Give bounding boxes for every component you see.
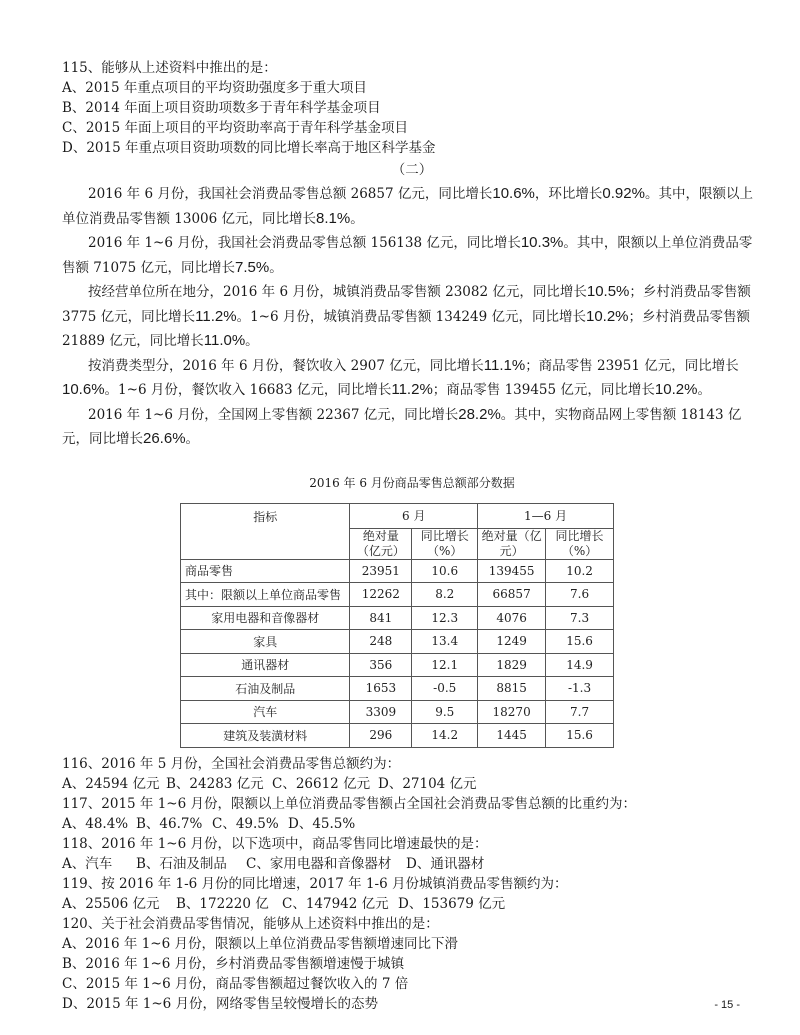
option-c: C、2015 年面上项目的平均资助率高于青年科学基金项目: [62, 120, 408, 136]
text: 。其中，限额以上单位消费品零售额 71075 亿元，同比增长: [62, 235, 753, 276]
cell: 7.7: [546, 700, 614, 724]
percent-value: 0.92%: [602, 185, 645, 202]
text: 。: [350, 210, 364, 227]
row-name: 汽车: [181, 700, 350, 724]
table-caption: 2016 年 6 月份商品零售总额部分数据: [309, 475, 515, 490]
text: 。1~6 月份，城镇消费品零售额 134249 亿元，同比增长: [236, 308, 586, 325]
question-stem: 116、2016 年 5 月份，全国社会消费品零售总额约为：: [62, 755, 401, 772]
cell: 1249: [478, 630, 546, 654]
text: 2016 年 6 月份，我国社会消费品零售总额 26857 亿元，同比增长: [88, 186, 493, 202]
option-d: D、2015 年重点项目资助项数的同比增长率高于地区科学基金: [62, 140, 436, 156]
question-120: [62, 914, 762, 1014]
option-c: C、147942 亿元: [282, 895, 389, 912]
option-c: C、2015 年 1~6 月份，商品零售额超过餐饮收入的 7 倍: [62, 975, 409, 992]
options-row: [62, 814, 762, 834]
cell: 12262: [350, 583, 412, 607]
option-a: A、汽车: [62, 855, 113, 872]
cell: 248: [350, 630, 412, 654]
row-name: 其中：限额以上单位商品零售: [181, 583, 350, 607]
cell: 1445: [478, 724, 546, 748]
option-b: B、2016 年 1~6 月份，乡村消费品零售额增速慢于城镇: [62, 955, 405, 972]
text: ；乡村消费品零售额 3775 亿元，同比增长: [62, 284, 751, 325]
question-118: [62, 834, 762, 874]
table-row: [181, 677, 614, 701]
cell: 12.3: [412, 606, 478, 630]
option-d: D、通讯器材: [406, 855, 485, 872]
percent-value: 11.2%: [391, 381, 433, 398]
percent-value: 8.1%: [316, 209, 351, 227]
question-115: [62, 58, 762, 158]
cell: 66857: [478, 583, 546, 607]
option-c: C、26612 亿元: [272, 775, 371, 792]
option-d: D、153679 亿元: [398, 895, 506, 912]
option-b: B、172220 亿: [176, 895, 269, 912]
table-row: [181, 724, 614, 748]
table-header-row: [181, 503, 614, 528]
cell: 3309: [350, 700, 412, 724]
paragraph-3: [62, 280, 762, 354]
cell: 18270: [478, 700, 546, 724]
text: ；商品零售 23951 亿元，同比增长: [525, 357, 739, 374]
option-a: A、48.4%: [62, 815, 129, 832]
text: 按经营单位所在地分，2016 年 6 月份，城镇消费品零售额 23082 亿元，同比增长: [88, 284, 587, 300]
paragraph-5: [62, 403, 762, 452]
percent-value: 10.6%: [492, 185, 535, 202]
text: ；商品零售 139455 亿元，同比增长: [432, 382, 655, 398]
row-name: 通讯器材: [181, 653, 350, 677]
percent-value: 7.5%: [235, 258, 270, 276]
cell: -1.3: [546, 677, 614, 701]
cell: 10.2: [546, 559, 614, 583]
cell: 14.2: [412, 724, 478, 748]
cell: 14.9: [546, 653, 614, 677]
percent-value: 10.2%: [585, 307, 629, 325]
text: 按消费类型分，2016 年 6 月份，餐饮收入 2907 亿元，同比增长: [88, 357, 484, 374]
option-b: B、24283 亿元: [166, 775, 264, 792]
table-row: [181, 583, 614, 607]
paragraph-4: [62, 354, 762, 403]
header-june: 6 月: [350, 503, 478, 528]
percent-value: 10.2%: [654, 381, 698, 398]
options-row: [62, 894, 762, 914]
table-row: [181, 559, 614, 583]
table-row: [181, 653, 614, 677]
cell: 841: [350, 606, 412, 630]
option-a: A、2015 年重点项目的平均资助强度多于重大项目: [62, 80, 367, 96]
cell: 7.6: [546, 583, 614, 607]
section-heading: （二）: [391, 162, 433, 178]
question-stem: 118、2016 年 1~6 月份，以下选项中，商品零售同比增速最快的是：: [62, 835, 488, 852]
option-d: D、45.5%: [288, 815, 356, 832]
row-name: 商品零售: [181, 559, 350, 583]
option-b: B、石油及制品: [136, 855, 227, 872]
option-a: A、2016 年 1~6 月份，限额以上单位消费品零售额增速同比下滑: [62, 935, 458, 952]
option-b: B、2014 年面上项目资助项数多于青年科学基金项目: [62, 100, 381, 116]
text: ；乡村消费品零售额 21889 亿元，同比增长: [62, 308, 751, 349]
question-119: [62, 874, 762, 914]
option-b: B、46.7%: [136, 815, 203, 832]
question-stem: 117、2015 年 1~6 月份，限额以上单位消费品零售额占全国社会消费品零售总额的比重约为：: [62, 795, 636, 812]
option-d: D、2015 年 1~6 月份，网络零售呈较慢增长的态势: [62, 995, 379, 1012]
text: 。其中，限额以上单位消费品零售额 13006 亿元，同比增长: [62, 186, 753, 227]
cell: 139455: [478, 559, 546, 583]
cell: 15.6: [546, 724, 614, 748]
cell: 1829: [478, 653, 546, 677]
row-name: 家具: [181, 630, 350, 654]
text: ，环比增长: [534, 186, 603, 202]
row-name: 家用电器和音像器材: [181, 606, 350, 630]
table-row: [181, 606, 614, 630]
text: 。: [697, 382, 711, 398]
option-d: D、27104 亿元: [378, 775, 477, 792]
cell: 15.6: [546, 630, 614, 654]
text: 。: [269, 259, 283, 276]
cell: 13.4: [412, 630, 478, 654]
cell: 296: [350, 724, 412, 748]
paragraph-1: [62, 182, 762, 231]
cell: 1653: [350, 677, 412, 701]
subheader-abs: 绝对量（亿元）: [478, 528, 546, 559]
row-name: 石油及制品: [181, 677, 350, 701]
percent-value: 10.5%: [586, 283, 630, 300]
percent-value: 11.0%: [203, 332, 246, 349]
header-indicator: 指标: [181, 503, 350, 559]
table-row: [181, 700, 614, 724]
text: 。1~6 月份，餐饮收入 16683 亿元，同比增长: [104, 382, 392, 398]
cell: 356: [350, 653, 412, 677]
retail-data-table: [180, 503, 614, 748]
paragraph-2: [62, 231, 762, 280]
percent-value: 11.1%: [483, 356, 526, 374]
header-h1: 1—6 月: [478, 503, 614, 528]
option-a: A、24594 亿元: [62, 775, 160, 792]
cell: 8.2: [412, 583, 478, 607]
option-a: A、25506 亿元: [62, 895, 160, 912]
cell: 7.3: [546, 606, 614, 630]
percent-value: 28.2%: [458, 405, 501, 423]
question-116: [62, 754, 762, 794]
question-stem: 119、按 2016 年 1-6 月份的同比增速，2017 年 1-6 月份城镇消费品零售额约为：: [62, 875, 568, 892]
option-c: C、家用电器和音像器材: [246, 855, 392, 872]
cell: 12.1: [412, 653, 478, 677]
percent-value: 26.6%: [143, 430, 186, 447]
table-row: [181, 630, 614, 654]
cell: 10.6: [412, 559, 478, 583]
options-row: [62, 774, 762, 794]
text: 。其中，实物商品网上零售额 18143 亿元，同比增长: [62, 406, 742, 447]
row-name: 建筑及装潢材料: [181, 724, 350, 748]
page-number: - 15 -: [714, 999, 740, 1011]
subheader-abs: 绝对量（亿元）: [350, 528, 412, 559]
question-117: [62, 794, 762, 834]
cell: -0.5: [412, 677, 478, 701]
cell: 9.5: [412, 700, 478, 724]
cell: 8815: [478, 677, 546, 701]
options-row: [62, 854, 762, 874]
question-stem: 120、关于社会消费品零售情况，能够从上述资料中推出的是：: [62, 915, 439, 932]
cell: 4076: [478, 606, 546, 630]
cell: 23951: [350, 559, 412, 583]
question-stem: 115、能够从上述资料中推出的是：: [62, 60, 277, 76]
text: 2016 年 1~6 月份，我国社会消费品零售总额 156138 亿元，同比增长: [88, 235, 521, 251]
percent-value: 11.2%: [195, 307, 237, 325]
percent-value: 10.3%: [520, 234, 564, 251]
option-c: C、49.5%: [212, 815, 279, 832]
text: 。: [185, 431, 200, 447]
document-page: [62, 58, 762, 1014]
text: 2016 年 1~6 月份，全国网上零售额 22367 亿元，同比增长: [88, 406, 459, 423]
text: 。: [245, 333, 259, 349]
subheader-yoy: 同比增长（%）: [412, 528, 478, 559]
subheader-yoy: 同比增长（%）: [546, 528, 614, 559]
percent-value: 10.6%: [62, 381, 105, 398]
